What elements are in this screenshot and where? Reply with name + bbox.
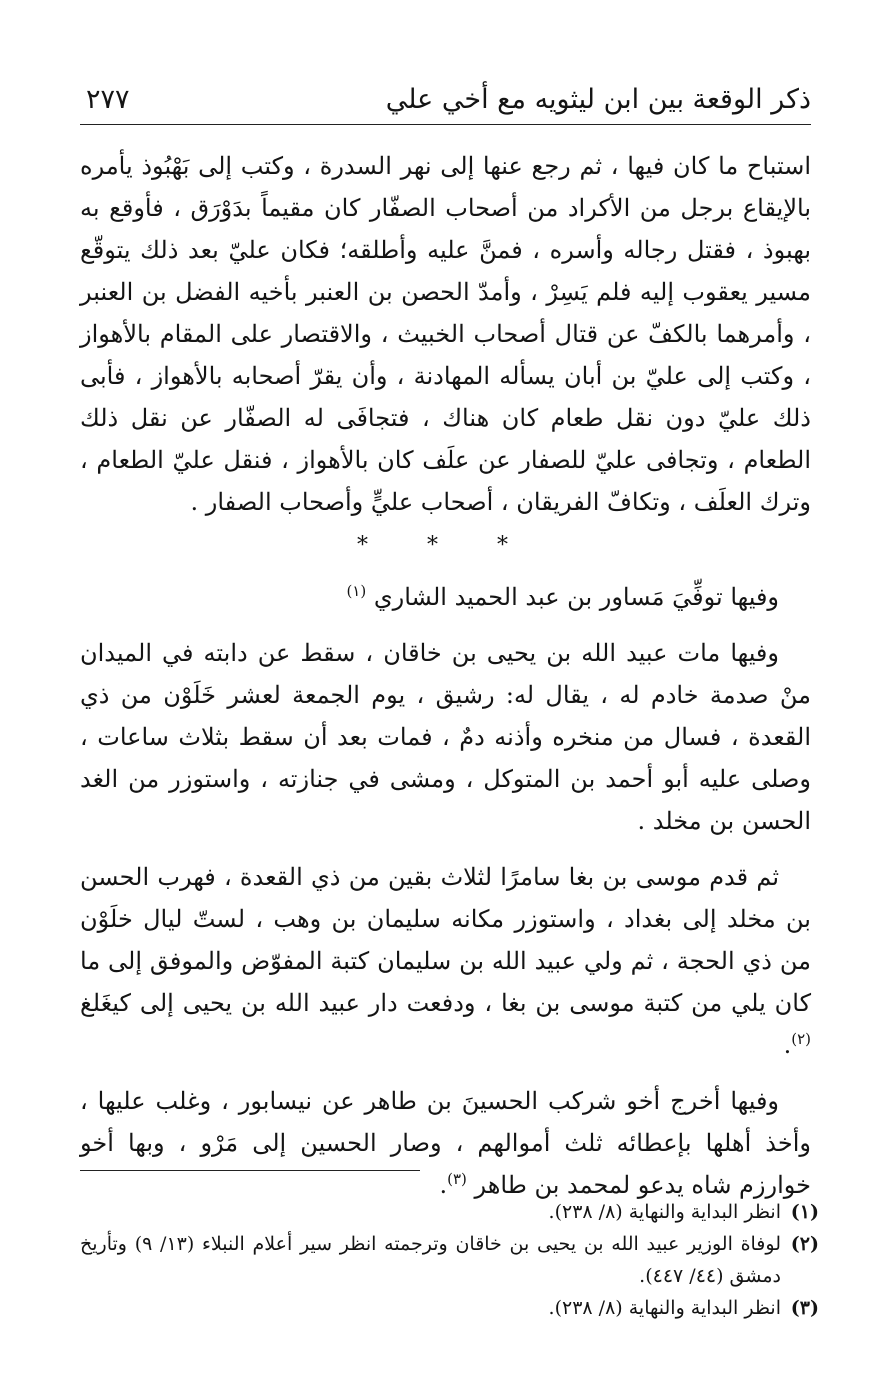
running-title: ذكر الوقعة بين ابن ليثويه مع أخي علي <box>385 84 811 115</box>
paragraph-5-end: . <box>439 1171 448 1199</box>
footnote-text: انظر البداية والنهاية (٨/ ٢٣٨). <box>548 1297 781 1319</box>
footnote-number: (٢) <box>790 1233 819 1255</box>
footnote-ref-3: (٣) <box>447 1170 467 1188</box>
paragraph-5-text: وفيها أخرج أخو شركب الحسينَ بن طاهر عن نيسابور ، وغلب عليها ، وأخذ أهلها بإعطائه ثلث أموالهم ، وصار الحسين إلى مَرْو ، وبها أخو خوارزم شاه يدعو لمحمد بن طاهر <box>80 1087 811 1199</box>
footnotes <box>80 1196 819 1324</box>
footnote-number: (٣) <box>790 1297 819 1319</box>
section-separator: * * * <box>357 533 534 558</box>
footnote-text: انظر البداية والنهاية (٨/ ٢٣٨). <box>548 1201 781 1223</box>
footnote-3 <box>80 1292 819 1324</box>
footnote-text: لوفاة الوزير عبيد الله بن يحيى بن خاقان وترجمته انظر سير أعلام النبلاء (١٣/ ٩) وتأريخ دمشق (٤٤/ ٤٤٧). <box>80 1233 781 1287</box>
footnote-ref-1: (١) <box>346 582 367 600</box>
paragraph-4 <box>80 856 811 1066</box>
page-header <box>80 78 811 125</box>
footnote-number: (١) <box>790 1201 819 1223</box>
page-number: ٢٧٧ <box>86 84 130 115</box>
paragraph-1: استباح ما كان فيها ، ثم رجع عنها إلى نهر السدرة ، وكتب إلى بَهْبُوذ يأمره بالإيقاع برجل من الأكراد من أصحاب الصفّار كان مقيماً بدَوْرَق ، فأوقع به بهبوذ ، فقتل رجاله وأسره ، فمنَّ عليه وأطلقه؛ فكان عليّ بعد ذلك يتوقّع مسير يعقوب إليه فلم يَسِرْ ، وأمدّ الحصن بن العنبر بأخيه الفضل بن العنبر ، وأمرهما بالكفّ عن قتال أصحاب الخبيث ، والاقتصار على المقام بالأهواز ، وكتب إلى عليّ بن أبان يسأله المهادنة ، وأن يقرّ أصحابه بالأهواز ، فأبى ذلك عليّ دون نقل طعام كان هناك ، فتجافَى له الصفّار عن نقل ذلك الطعام ، وتجافى عليّ للصفار عن علَف كان بالأهواز ، فنقل عليّ الطعام ، وترك العلَف ، وتكافّ الفريقان ، أصحاب عليٍّ وأصحاب الصفار . <box>80 152 811 516</box>
footnote-2 <box>80 1228 819 1292</box>
main-text <box>80 145 811 1206</box>
paragraph-4-text: ثم قدم موسى بن بغا سامرًا لثلاث بقين من ذي القعدة ، فهرب الحسن بن مخلد إلى بغداد ، واستوزر مكانه سليمان بن وهب ، لستّ ليال خلَوْن من ذي الحجة ، ثم ولي عبيد الله بن سليمان كتبة المفوّض والموفق إلى ما كان يلي من كتبة موسى بن بغا ، ودفعت دار عبيد الله بن يحيى إلى كيغَلغ <box>80 863 812 1017</box>
paragraph-5 <box>80 1080 811 1206</box>
paragraph-3: وفيها مات عبيد الله بن يحيى بن خاقان ، سقط عن دابته في الميدان منْ صدمة خادم له ، يقال له: رشيق ، يوم الجمعة لعشر خَلَوْن من ذي القعدة ، فسال من منخره وأذنه دمٌ ، فمات بعد أن سقط بثلاث ساعات ، وصلى عليه أبو أحمد بن المتوكل ، ومشى في جنازته ، واستوزر من الغد الحسن بن مخلد . <box>80 639 811 835</box>
paragraph-2-text: وفيها توفِّيَ مَساور بن عبد الحميد الشاري <box>373 583 779 611</box>
footnote-ref-2: (٢) <box>791 1030 811 1048</box>
paragraph-2 <box>80 576 811 618</box>
footnote-divider <box>80 1170 420 1171</box>
footnote-1 <box>80 1196 819 1228</box>
paragraph-4-end: . <box>783 1031 792 1059</box>
